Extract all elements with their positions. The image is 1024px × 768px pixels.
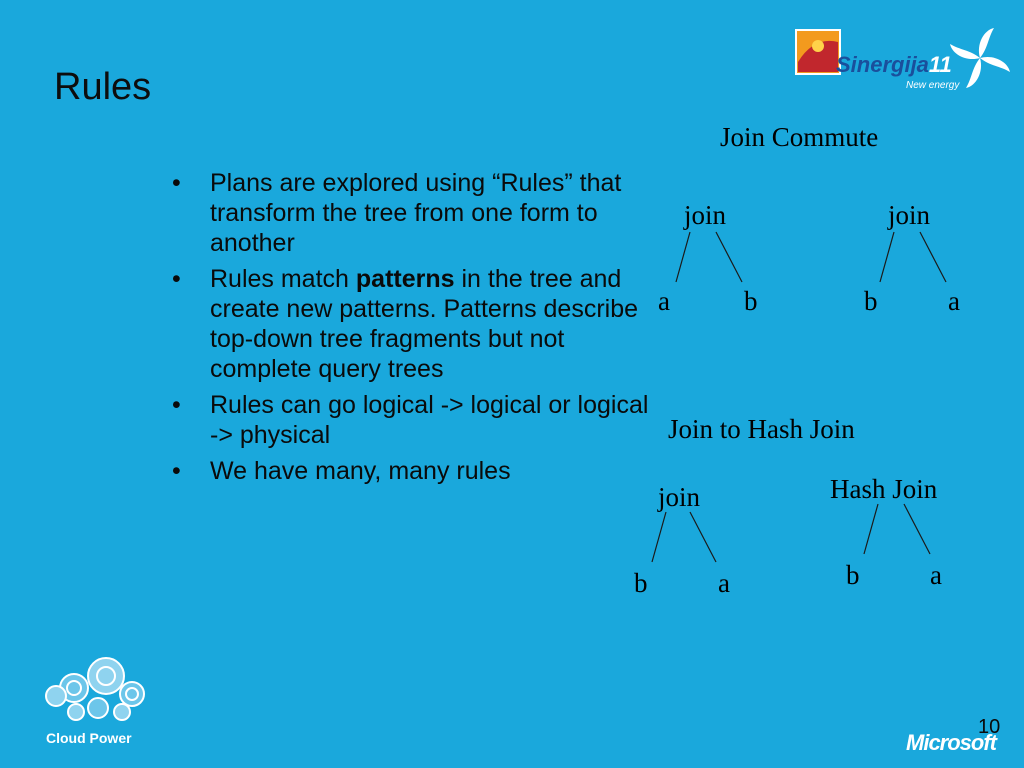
hash-left-leaf-left: b [634, 568, 648, 598]
hash-right-root: Hash Join [830, 474, 938, 504]
commute-right-leaf-left: b [864, 286, 878, 316]
commute-left-leaf-left: a [658, 286, 670, 316]
sinergija-name: Sinergija [836, 52, 929, 77]
edge-line [716, 232, 742, 282]
edge-line [904, 504, 930, 554]
commute-right-leaf-right: a [948, 286, 960, 316]
sinergija-logo [794, 22, 1014, 100]
edge-line [920, 232, 946, 282]
page-number: 10 [978, 716, 1001, 738]
hash-left-leaf-right: a [718, 568, 730, 598]
cloud-power-text: Cloud Power [46, 730, 132, 746]
bullet-text-before: Rules match [210, 265, 356, 293]
commute-heading: Join Commute [720, 122, 879, 152]
sinergija-number: 11 [928, 52, 952, 77]
bullet-text: Rules can go logical -> logical or logical -> physical [210, 391, 649, 449]
slide-title: Rules [54, 66, 152, 108]
bullet-marker: • [172, 265, 181, 293]
bullet-text-after: in the tree and create new patterns. Patterns describe top-down tree fragments but not complete query trees [210, 265, 639, 383]
edge-line [864, 504, 878, 554]
bullet-bold-word: patterns [355, 265, 455, 293]
edge-line [690, 512, 716, 562]
edge-line [676, 232, 690, 282]
edge-line [652, 512, 666, 562]
hash-right-leaf-right: a [930, 560, 942, 590]
sinergija-tagline: New energy [906, 80, 960, 91]
cloud-power-icon [36, 650, 156, 730]
bullet-marker: • [172, 169, 181, 197]
commute-left-leaf-right: b [744, 286, 758, 316]
commute-left-root: join [684, 200, 727, 230]
hash-left-root: join [658, 482, 701, 512]
edge-line [880, 232, 894, 282]
bullet-text: We have many, many rules [210, 457, 511, 485]
commute-right-root: join [888, 200, 931, 230]
microsoft-logo: Microsoft [906, 730, 996, 755]
hash-heading: Join to Hash Join [668, 414, 855, 444]
hash-right-leaf-left: b [846, 560, 860, 590]
bullet-marker: • [172, 457, 181, 485]
bullet-text: Plans are explored using “Rules” that transform the tree from one form to another [210, 169, 622, 257]
bullet-marker: • [172, 391, 181, 419]
